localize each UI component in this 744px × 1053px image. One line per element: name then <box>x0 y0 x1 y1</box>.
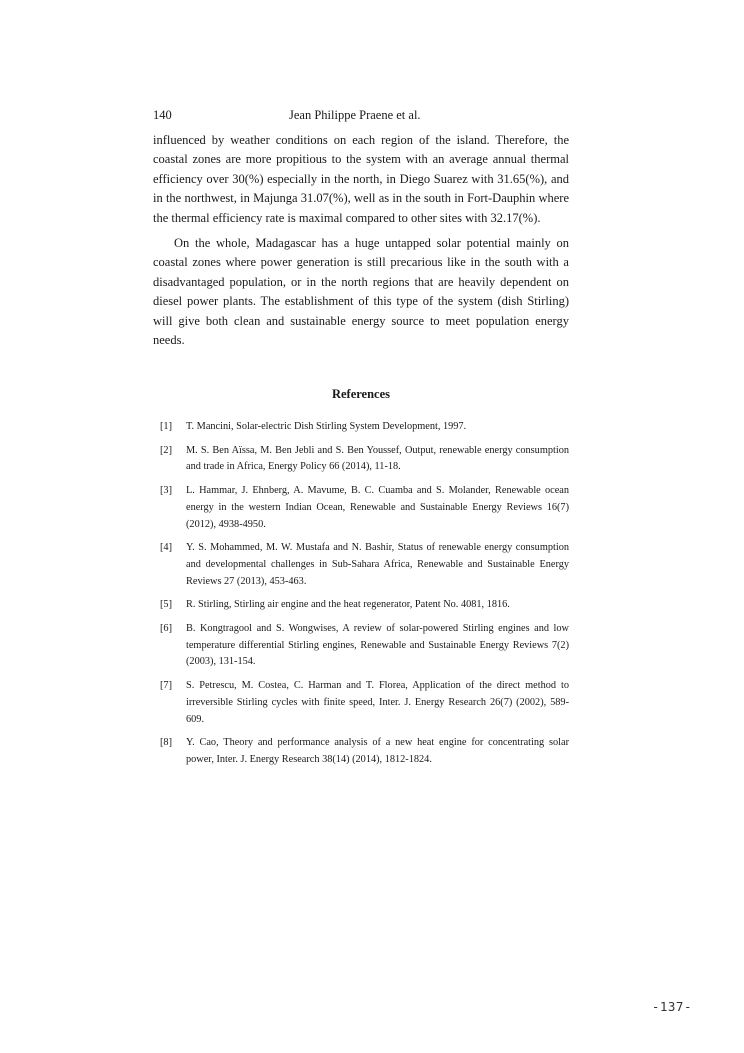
reference-number: [7] <box>160 680 173 692</box>
reference-list <box>160 419 569 776</box>
reference-text: S. Petrescu, M. Costea, C. Harman and T. Florea, Application of the direct method to irreversible Stirling cycles with finite speed, Inter. J. Energy Research 26(7) (2002), 589-609. <box>186 680 569 725</box>
reference-number: [1] <box>160 421 173 432</box>
footer-sheet-number: -137- <box>651 999 692 1014</box>
reference-number: [5] <box>160 599 173 611</box>
reference-text: M. S. Ben Aïssa, M. Ben Jebli and S. Ben Youssef, Output, renewable energy consumption and trade in Africa, Energy Policy 66 (2014), 11-18. <box>186 444 569 473</box>
reference-item <box>160 419 569 436</box>
reference-item <box>160 540 569 590</box>
reference-item <box>160 621 569 671</box>
paragraph-continuation: influenced by weather conditions on each region of the island. Therefore, the coastal zones are more propitious to the system with an average annual thermal efficiency over 30(%) especially in the north, in Diego Suarez with 31.65(%), and in the northwest, in Majunga 31.07(%), well as in the south in Fort-Dauphin where the thermal efficiency rate is maximal compared to other sites with 32.17(%). <box>153 133 569 225</box>
reference-item <box>160 443 569 476</box>
reference-text: Y. S. Mohammed, M. W. Mustafa and N. Bashir, Status of renewable energy consumption and developmental challenges in Sub-Sahara Africa, Renewable and Sustainable Energy Reviews 27 (2013), 453-463. <box>186 542 569 587</box>
reference-item <box>160 678 569 728</box>
reference-text: T. Mancini, Solar-electric Dish Stirling System Development, 1997. <box>186 421 467 432</box>
running-header <box>153 106 569 124</box>
reference-text: L. Hammar, J. Ehnberg, A. Mavume, B. C. Cuamba and S. Molander, Renewable ocean energy in the western Indian Ocean, Renewable and Sustainable Energy Reviews 16(7) (2012), 4938-4950. <box>186 485 569 530</box>
reference-text: R. Stirling, Stirling air engine and the heat regenerator, Patent No. 4081, 1816. <box>186 599 510 611</box>
reference-text: B. Kongtragool and S. Wongwises, A review of solar-powered Stirling engines and low temperature differential Stirling engines, Renewable and Sustainable Energy Reviews 7(2) (2003), 131-154. <box>186 623 569 668</box>
reference-number: [3] <box>160 485 173 497</box>
page-number: 140 <box>153 108 172 122</box>
reference-text: Y. Cao, Theory and performance analysis of a new heat engine for concentrating solar power, Inter. J. Energy Research 38(14) (2014), 1812-1824. <box>186 737 569 765</box>
references-heading: References <box>331 387 391 401</box>
reference-number: [2] <box>160 444 173 456</box>
reference-item <box>160 597 569 614</box>
reference-number: [8] <box>160 737 173 749</box>
reference-number: [6] <box>160 623 173 635</box>
body-text <box>153 131 569 350</box>
reference-number: [4] <box>160 542 173 554</box>
running-head-authors: Jean Philippe Praene et al. <box>289 108 421 122</box>
paragraph-conclusion: On the whole, Madagascar has a huge untapped solar potential mainly on coastal zones where power generation is still precarious like in the south with a disadvantaged population, or in the north regions that are heavily dependent on diesel power plants. The establishment of this type of the system (dish Stirling) will give both clean and sustainable energy source to meet population energy needs. <box>153 236 569 348</box>
reference-item <box>160 735 569 768</box>
reference-item <box>160 483 569 533</box>
